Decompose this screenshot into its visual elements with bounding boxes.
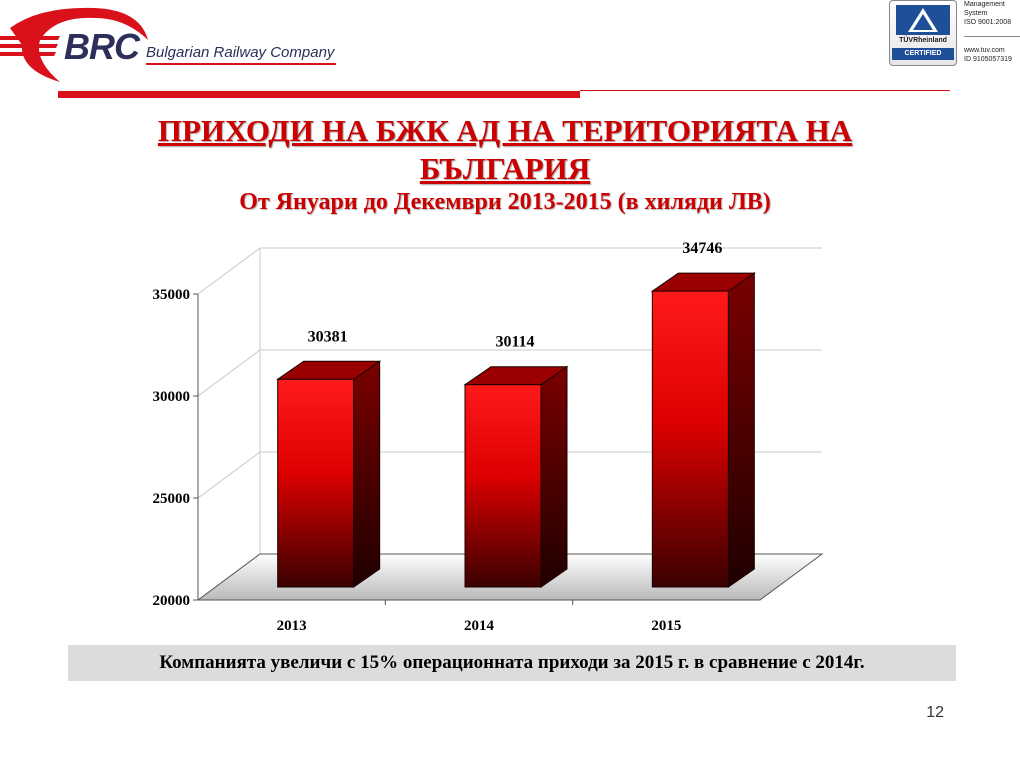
tuv-brand: TÜVRheinland — [899, 37, 947, 44]
bar-side — [354, 361, 380, 587]
tuv-line-id: ID 9105057319 — [964, 56, 1012, 63]
data-label: 34746 — [682, 240, 723, 258]
summary-note: Компанията увеличи с 15% операционната приходи за 2015 г. в сравнение с 2014г. — [68, 645, 956, 681]
data-label: 30114 — [495, 333, 535, 351]
gridline-depth — [198, 248, 260, 294]
y-tick-label: 25000 — [152, 491, 190, 507]
bar-2013 — [278, 379, 354, 587]
header-rule-thin — [580, 90, 950, 91]
tuv-line-iso: ISO 9001:2008 — [964, 19, 1012, 26]
tuv-divider — [964, 36, 1020, 37]
gridline-depth — [198, 452, 260, 498]
slide-title-line-2: БЪЛГАРИЯ — [419, 151, 591, 186]
revenue-bar-chart — [0, 230, 1020, 640]
y-tick-label: 35000 — [152, 287, 190, 303]
brc-logo-text: BRC — [64, 26, 139, 67]
bar-side — [541, 367, 567, 587]
gridline-depth — [198, 350, 260, 396]
x-tick-label: 2015 — [651, 618, 682, 634]
slide-title-line-1: ПРИХОДИ НА БЖК АД НА ТЕРИТОРИЯТА НА — [157, 113, 853, 148]
brc-logo — [0, 0, 360, 90]
tuv-certificate — [889, 0, 1020, 66]
x-tick-label: 2013 — [276, 618, 307, 634]
tuv-line-management: Management — [964, 1, 1005, 8]
slide-subtitle: От Януари до Декември 2013-2015 (в хиляди ЛВ) — [239, 189, 771, 215]
y-tick-label: 30000 — [152, 389, 190, 405]
company-underline — [146, 63, 336, 65]
x-tick-label: 2014 — [464, 618, 494, 634]
bar-side — [728, 273, 754, 587]
y-tick-label: 20000 — [152, 593, 190, 609]
company-name: Bulgarian Railway Company — [146, 44, 335, 61]
bar-2014 — [465, 385, 541, 587]
bar-2015 — [652, 291, 728, 587]
data-label: 30381 — [307, 328, 348, 346]
tuv-certified-label: CERTIFIED — [892, 48, 954, 60]
tuv-triangle-icon — [890, 1, 956, 37]
header-rule — [58, 91, 580, 98]
page-number: 12 — [926, 704, 944, 721]
tuv-line-system: System — [964, 10, 988, 17]
tuv-line-url: www.tuv.com — [964, 47, 1005, 54]
tuv-badge — [889, 0, 957, 66]
